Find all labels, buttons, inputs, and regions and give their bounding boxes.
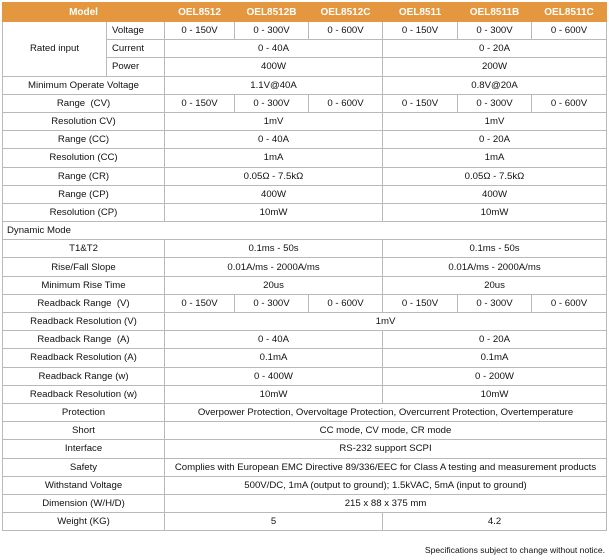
table-row xyxy=(3,513,607,531)
row-label: T1&T2 xyxy=(3,240,165,258)
value-cell: 4.2 xyxy=(383,513,607,531)
table-row xyxy=(3,476,607,494)
value-cell: 1mV xyxy=(165,313,607,331)
value-cell: 0.01A/ms - 2000A/ms xyxy=(165,258,383,276)
table-row xyxy=(3,22,607,40)
value-cell: 0 - 20A xyxy=(383,331,607,349)
value-cell: 0 - 600V xyxy=(532,294,607,312)
spec-table xyxy=(2,2,607,531)
table-row xyxy=(3,313,607,331)
value-cell: 400W xyxy=(383,185,607,203)
row-label: Dimension (W/H/D) xyxy=(3,494,165,512)
value-cell: 1.1V@40A xyxy=(165,76,383,94)
row-label: Withstand Voltage xyxy=(3,476,165,494)
table-row xyxy=(3,167,607,185)
row-label: Range (CP) xyxy=(3,185,165,203)
table-row xyxy=(3,367,607,385)
section-heading-dynamic-mode: Dynamic Mode xyxy=(3,222,607,240)
value-cell: 0 - 300V xyxy=(458,22,532,40)
row-label: Readback Range (w) xyxy=(3,367,165,385)
table-row xyxy=(3,294,607,312)
table-row xyxy=(3,422,607,440)
value-cell: 1mV xyxy=(165,112,383,130)
value-cell: 10mW xyxy=(165,385,383,403)
value-cell: 0 - 40A xyxy=(165,331,383,349)
row-label: Resolution (CP) xyxy=(3,203,165,221)
row-label: Rise/Fall Slope xyxy=(3,258,165,276)
model-header-cell: OEL8511B xyxy=(458,3,532,22)
row-label: Interface xyxy=(3,440,165,458)
value-cell: 0 - 600V xyxy=(309,94,383,112)
model-header-cell: OEL8512B xyxy=(235,3,309,22)
table-row xyxy=(3,222,607,240)
value-cell: 0 - 150V xyxy=(165,22,235,40)
value-cell: 0.01A/ms - 2000A/ms xyxy=(383,258,607,276)
row-label: Readback Resolution (A) xyxy=(3,349,165,367)
value-cell: 0 - 300V xyxy=(235,22,309,40)
power-label: Power xyxy=(107,58,165,76)
table-row xyxy=(3,349,607,367)
table-row xyxy=(3,385,607,403)
value-cell: 0.05Ω - 7.5kΩ xyxy=(383,167,607,185)
model-header: Model xyxy=(3,3,165,22)
value-cell: 0 - 20A xyxy=(383,40,607,58)
value-cell: 0 - 150V xyxy=(383,94,458,112)
value-cell: CC mode, CV mode, CR mode xyxy=(165,422,607,440)
value-cell: 215 x 88 x 375 mm xyxy=(165,494,607,512)
value-cell: 0 - 200W xyxy=(383,367,607,385)
value-cell: 0 - 600V xyxy=(309,22,383,40)
model-header-cell: OEL8511 xyxy=(383,3,458,22)
model-header-cell: OEL8512C xyxy=(309,3,383,22)
value-cell: 0 - 300V xyxy=(458,294,532,312)
current-label: Current xyxy=(107,40,165,58)
table-row xyxy=(3,458,607,476)
model-header-cell: OEL8511C xyxy=(532,3,607,22)
value-cell: 5 xyxy=(165,513,383,531)
table-row xyxy=(3,149,607,167)
table-row xyxy=(3,331,607,349)
value-cell: 20us xyxy=(383,276,607,294)
row-label: Range (CR) xyxy=(3,167,165,185)
model-header-cell: OEL8512 xyxy=(165,3,235,22)
value-cell: 0 - 300V xyxy=(235,94,309,112)
value-cell: 0 - 40A xyxy=(165,131,383,149)
table-row xyxy=(3,94,607,112)
value-cell: 0 - 40A xyxy=(165,40,383,58)
value-cell: 0 - 600V xyxy=(532,94,607,112)
value-cell: 20us xyxy=(165,276,383,294)
value-cell: 0 - 600V xyxy=(532,22,607,40)
table-row xyxy=(3,185,607,203)
table-row xyxy=(3,403,607,421)
row-label: Short xyxy=(3,422,165,440)
value-cell: 0 - 150V xyxy=(383,294,458,312)
value-cell: 0 - 150V xyxy=(165,94,235,112)
table-row xyxy=(3,258,607,276)
row-label: Readback Resolution (V) xyxy=(3,313,165,331)
rated-input-label: Rated input xyxy=(3,22,107,77)
table-row xyxy=(3,131,607,149)
value-cell: 1mA xyxy=(383,149,607,167)
value-cell: 0.1mA xyxy=(165,349,383,367)
value-cell: 0 - 20A xyxy=(383,131,607,149)
value-cell: 0 - 150V xyxy=(383,22,458,40)
value-cell: 10mW xyxy=(383,203,607,221)
row-label: Safety xyxy=(3,458,165,476)
row-label: Readback Range (A) xyxy=(3,331,165,349)
value-cell: 0 - 400W xyxy=(165,367,383,385)
value-cell: 0 - 300V xyxy=(235,294,309,312)
value-cell: 200W xyxy=(383,58,607,76)
value-cell: Complies with European EMC Directive 89/336/EEC for Class A testing and measurement products xyxy=(165,458,607,476)
row-label: Range (CV) xyxy=(3,94,165,112)
value-cell: 0.1ms - 50s xyxy=(383,240,607,258)
row-label: Protection xyxy=(3,403,165,421)
value-cell: 0.8V@20A xyxy=(383,76,607,94)
spec-sheet xyxy=(2,2,606,531)
row-label: Resolution (CC) xyxy=(3,149,165,167)
table-row xyxy=(3,276,607,294)
value-cell: 10mW xyxy=(165,203,383,221)
table-row xyxy=(3,240,607,258)
value-cell: 1mV xyxy=(383,112,607,130)
table-row xyxy=(3,76,607,94)
table-row xyxy=(3,203,607,221)
row-label: Range (CC) xyxy=(3,131,165,149)
row-label: Readback Resolution (w) xyxy=(3,385,165,403)
value-cell: Overpower Protection, Overvoltage Protection, Overcurrent Protection, Overtemperature xyxy=(165,403,607,421)
value-cell: 10mW xyxy=(383,385,607,403)
value-cell: 0 - 150V xyxy=(165,294,235,312)
value-cell: 400W xyxy=(165,185,383,203)
row-label: Resolution CV) xyxy=(3,112,165,130)
voltage-label: Voltage xyxy=(107,22,165,40)
row-label: Readback Range (V) xyxy=(3,294,165,312)
value-cell: 400W xyxy=(165,58,383,76)
footer-note: Specifications subject to change without notice. xyxy=(424,545,605,555)
row-label: Minimum Operate Voltage xyxy=(3,76,165,94)
value-cell: 0 - 600V xyxy=(309,294,383,312)
value-cell: RS-232 support SCPI xyxy=(165,440,607,458)
table-row xyxy=(3,112,607,130)
value-cell: 500V/DC, 1mA (output to ground); 1.5kVAC, 5mA (input to ground) xyxy=(165,476,607,494)
value-cell: 0.1mA xyxy=(383,349,607,367)
value-cell: 0.05Ω - 7.5kΩ xyxy=(165,167,383,185)
table-row xyxy=(3,440,607,458)
header-row xyxy=(3,3,607,22)
value-cell: 0 - 300V xyxy=(458,94,532,112)
value-cell: 0.1ms - 50s xyxy=(165,240,383,258)
row-label: Minimum Rise Time xyxy=(3,276,165,294)
table-row xyxy=(3,494,607,512)
row-label: Weight (KG) xyxy=(3,513,165,531)
value-cell: 1mA xyxy=(165,149,383,167)
